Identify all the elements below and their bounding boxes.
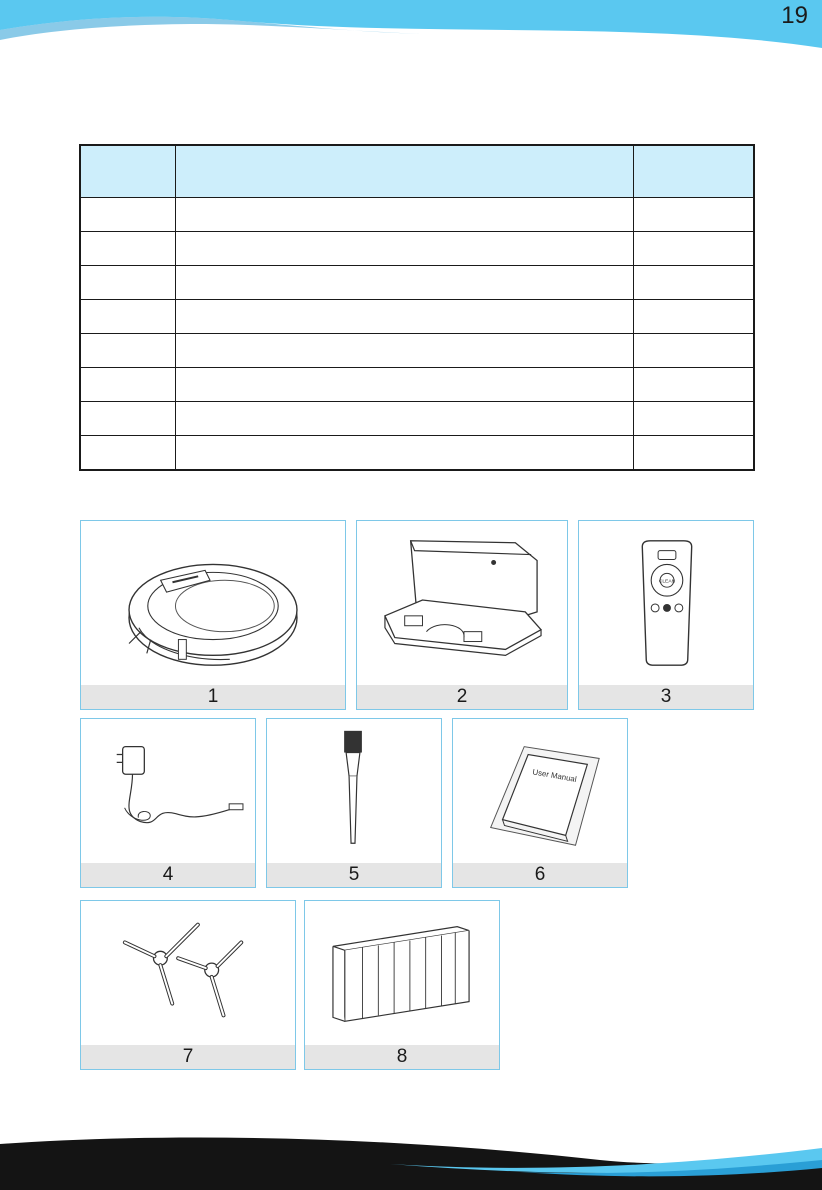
table-cell bbox=[175, 266, 633, 300]
part-card-power-adapter bbox=[80, 718, 256, 888]
part-card-charging-dock bbox=[356, 520, 568, 710]
charging-dock-icon bbox=[357, 521, 567, 685]
part-number-label: 7 bbox=[81, 1045, 295, 1069]
part-card-robot-vacuum bbox=[80, 520, 346, 710]
table-cell bbox=[633, 198, 754, 232]
header-cell-name bbox=[175, 145, 633, 198]
table-cell bbox=[80, 266, 175, 300]
table-row bbox=[80, 266, 754, 300]
package-contents-table bbox=[79, 144, 755, 471]
part-card-remote-control bbox=[578, 520, 754, 710]
part-card-side-brushes bbox=[80, 900, 296, 1070]
header-cell-number bbox=[80, 145, 175, 198]
part-number-label: 1 bbox=[81, 685, 345, 709]
table-cell bbox=[633, 300, 754, 334]
table-row bbox=[80, 300, 754, 334]
part-number-label: 6 bbox=[453, 863, 627, 887]
table-cell bbox=[633, 232, 754, 266]
header-cell-quantity bbox=[633, 145, 754, 198]
magnetic-strip-icon bbox=[305, 901, 499, 1045]
table-cell bbox=[175, 436, 633, 471]
part-number-label: 4 bbox=[81, 863, 255, 887]
part-card-magnetic-strip bbox=[304, 900, 500, 1070]
table-cell bbox=[80, 368, 175, 402]
part-number-label: 8 bbox=[305, 1045, 499, 1069]
table-row bbox=[80, 402, 754, 436]
page-number: 19 bbox=[781, 2, 808, 29]
user-manual-icon bbox=[453, 719, 627, 863]
robot-vacuum-icon bbox=[81, 521, 345, 685]
remote-clean-label: CLEAN bbox=[658, 579, 676, 585]
table-cell bbox=[80, 300, 175, 334]
table-row bbox=[80, 436, 754, 471]
table-cell bbox=[175, 198, 633, 232]
part-card-cleaning-brush bbox=[266, 718, 442, 888]
table-cell bbox=[633, 266, 754, 300]
table-cell bbox=[633, 334, 754, 368]
table-cell bbox=[633, 436, 754, 471]
table-cell bbox=[633, 402, 754, 436]
table-cell bbox=[175, 334, 633, 368]
part-number-label: 5 bbox=[267, 863, 441, 887]
part-number-label: 2 bbox=[357, 685, 567, 709]
table-cell bbox=[175, 402, 633, 436]
table-header-row bbox=[80, 145, 754, 198]
part-card-user-manual bbox=[452, 718, 628, 888]
part-number-label: 3 bbox=[579, 685, 753, 709]
table-row bbox=[80, 232, 754, 266]
table-cell bbox=[175, 300, 633, 334]
table-cell bbox=[80, 402, 175, 436]
table-cell bbox=[80, 198, 175, 232]
table-cell bbox=[175, 368, 633, 402]
header-wave bbox=[0, 0, 822, 58]
side-brushes-icon bbox=[81, 901, 295, 1045]
power-adapter-icon bbox=[81, 719, 255, 863]
remote-control-icon bbox=[579, 521, 753, 685]
table-cell bbox=[80, 232, 175, 266]
manual-cover-text: User Manual bbox=[531, 767, 578, 784]
table-cell bbox=[633, 368, 754, 402]
footer-wave bbox=[0, 1120, 822, 1190]
table-row bbox=[80, 334, 754, 368]
table-cell bbox=[80, 334, 175, 368]
cleaning-brush-icon bbox=[267, 719, 441, 863]
table-row bbox=[80, 198, 754, 232]
table-cell bbox=[80, 436, 175, 471]
table-row bbox=[80, 368, 754, 402]
table-cell bbox=[175, 232, 633, 266]
